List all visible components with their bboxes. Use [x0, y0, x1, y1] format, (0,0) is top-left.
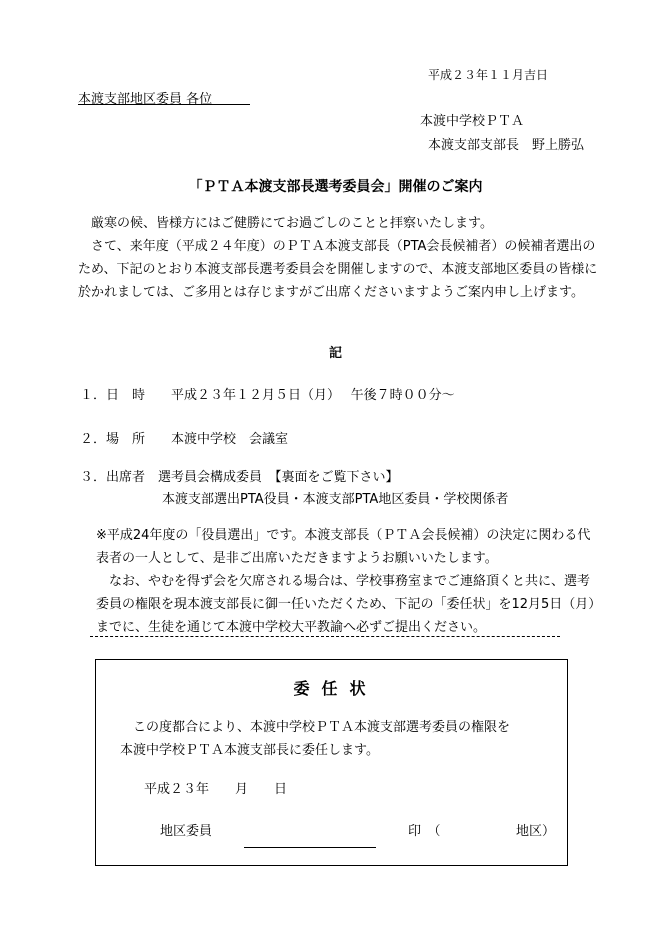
- proxy-district-label: 地区）: [516, 824, 556, 839]
- issue-date: 平成２３年１１月吉日: [428, 68, 549, 82]
- document-title: 「ＰＴＡ本渡支部長選考委員会」開催のご案内: [188, 179, 483, 195]
- sender-name: 本渡支部支部長 野上勝弘: [428, 138, 585, 153]
- attendance-note: ※平成24年度の「役員選出」です。本渡支部長（ＰＴＡ会長候補）の決定に関わる代表者の一人として、是非ご出席いただきますようお願いいたします。 なお、やむを得ず会を欠席される場合は、学校事務室までご連絡頂くと共に、選考委員の権限を現本渡支部長に御一任いただくため、下記の「委任状」を12月5日（月）までに、生徒を通じて本渡中学校大平教諭へ必ずご提出ください。: [96, 528, 595, 635]
- recipient-underline: [78, 104, 250, 105]
- sender-organization: 本渡中学校ＰＴＡ: [420, 114, 525, 129]
- proxy-form-body: この度都合により、本渡中学校ＰＴＡ本渡支部選考委員の権限を 本渡中学校ＰＴＡ本渡支部長に委任します。: [120, 720, 511, 758]
- body-paragraph: 厳寒の候、皆様方にはご健勝にてお過ごしのことと拝察いたします。 さて、来年度（平成２４年度）のＰＴＡ本渡支部長（PTA会長候補者）の候補者選出のため、下記のとおり本渡支部長選考委員会を開催しますので、本渡支部地区委員の皆様に於かれましては、ご多用とは存じますがご出席くださいますようご案内申し上げます。: [78, 216, 598, 300]
- recipient: 本渡支部地区委員 各位: [78, 92, 213, 107]
- ki-heading: 記: [328, 346, 342, 361]
- item-datetime: １．日 時 平成２３年１２月５日（月） 午後７時００分～: [80, 388, 455, 403]
- proxy-seal-label: 印 （: [408, 824, 441, 839]
- item-attendees: ３．出席者 選考員会構成委員 【裏面をご覧下さい】: [80, 470, 399, 485]
- proxy-form-date: 平成２３年 月 日: [144, 782, 288, 797]
- proxy-committee-label: 地区委員: [160, 824, 213, 839]
- proxy-form-title: 委任状: [293, 679, 378, 698]
- item-location: ２．場 所 本渡中学校 会議室: [80, 432, 289, 447]
- item-attendees-detail: 本渡支部選出PTA役員・本渡支部PTA地区委員・学校関係者: [162, 492, 509, 507]
- cut-line: [90, 636, 560, 637]
- signature-line: [244, 847, 376, 848]
